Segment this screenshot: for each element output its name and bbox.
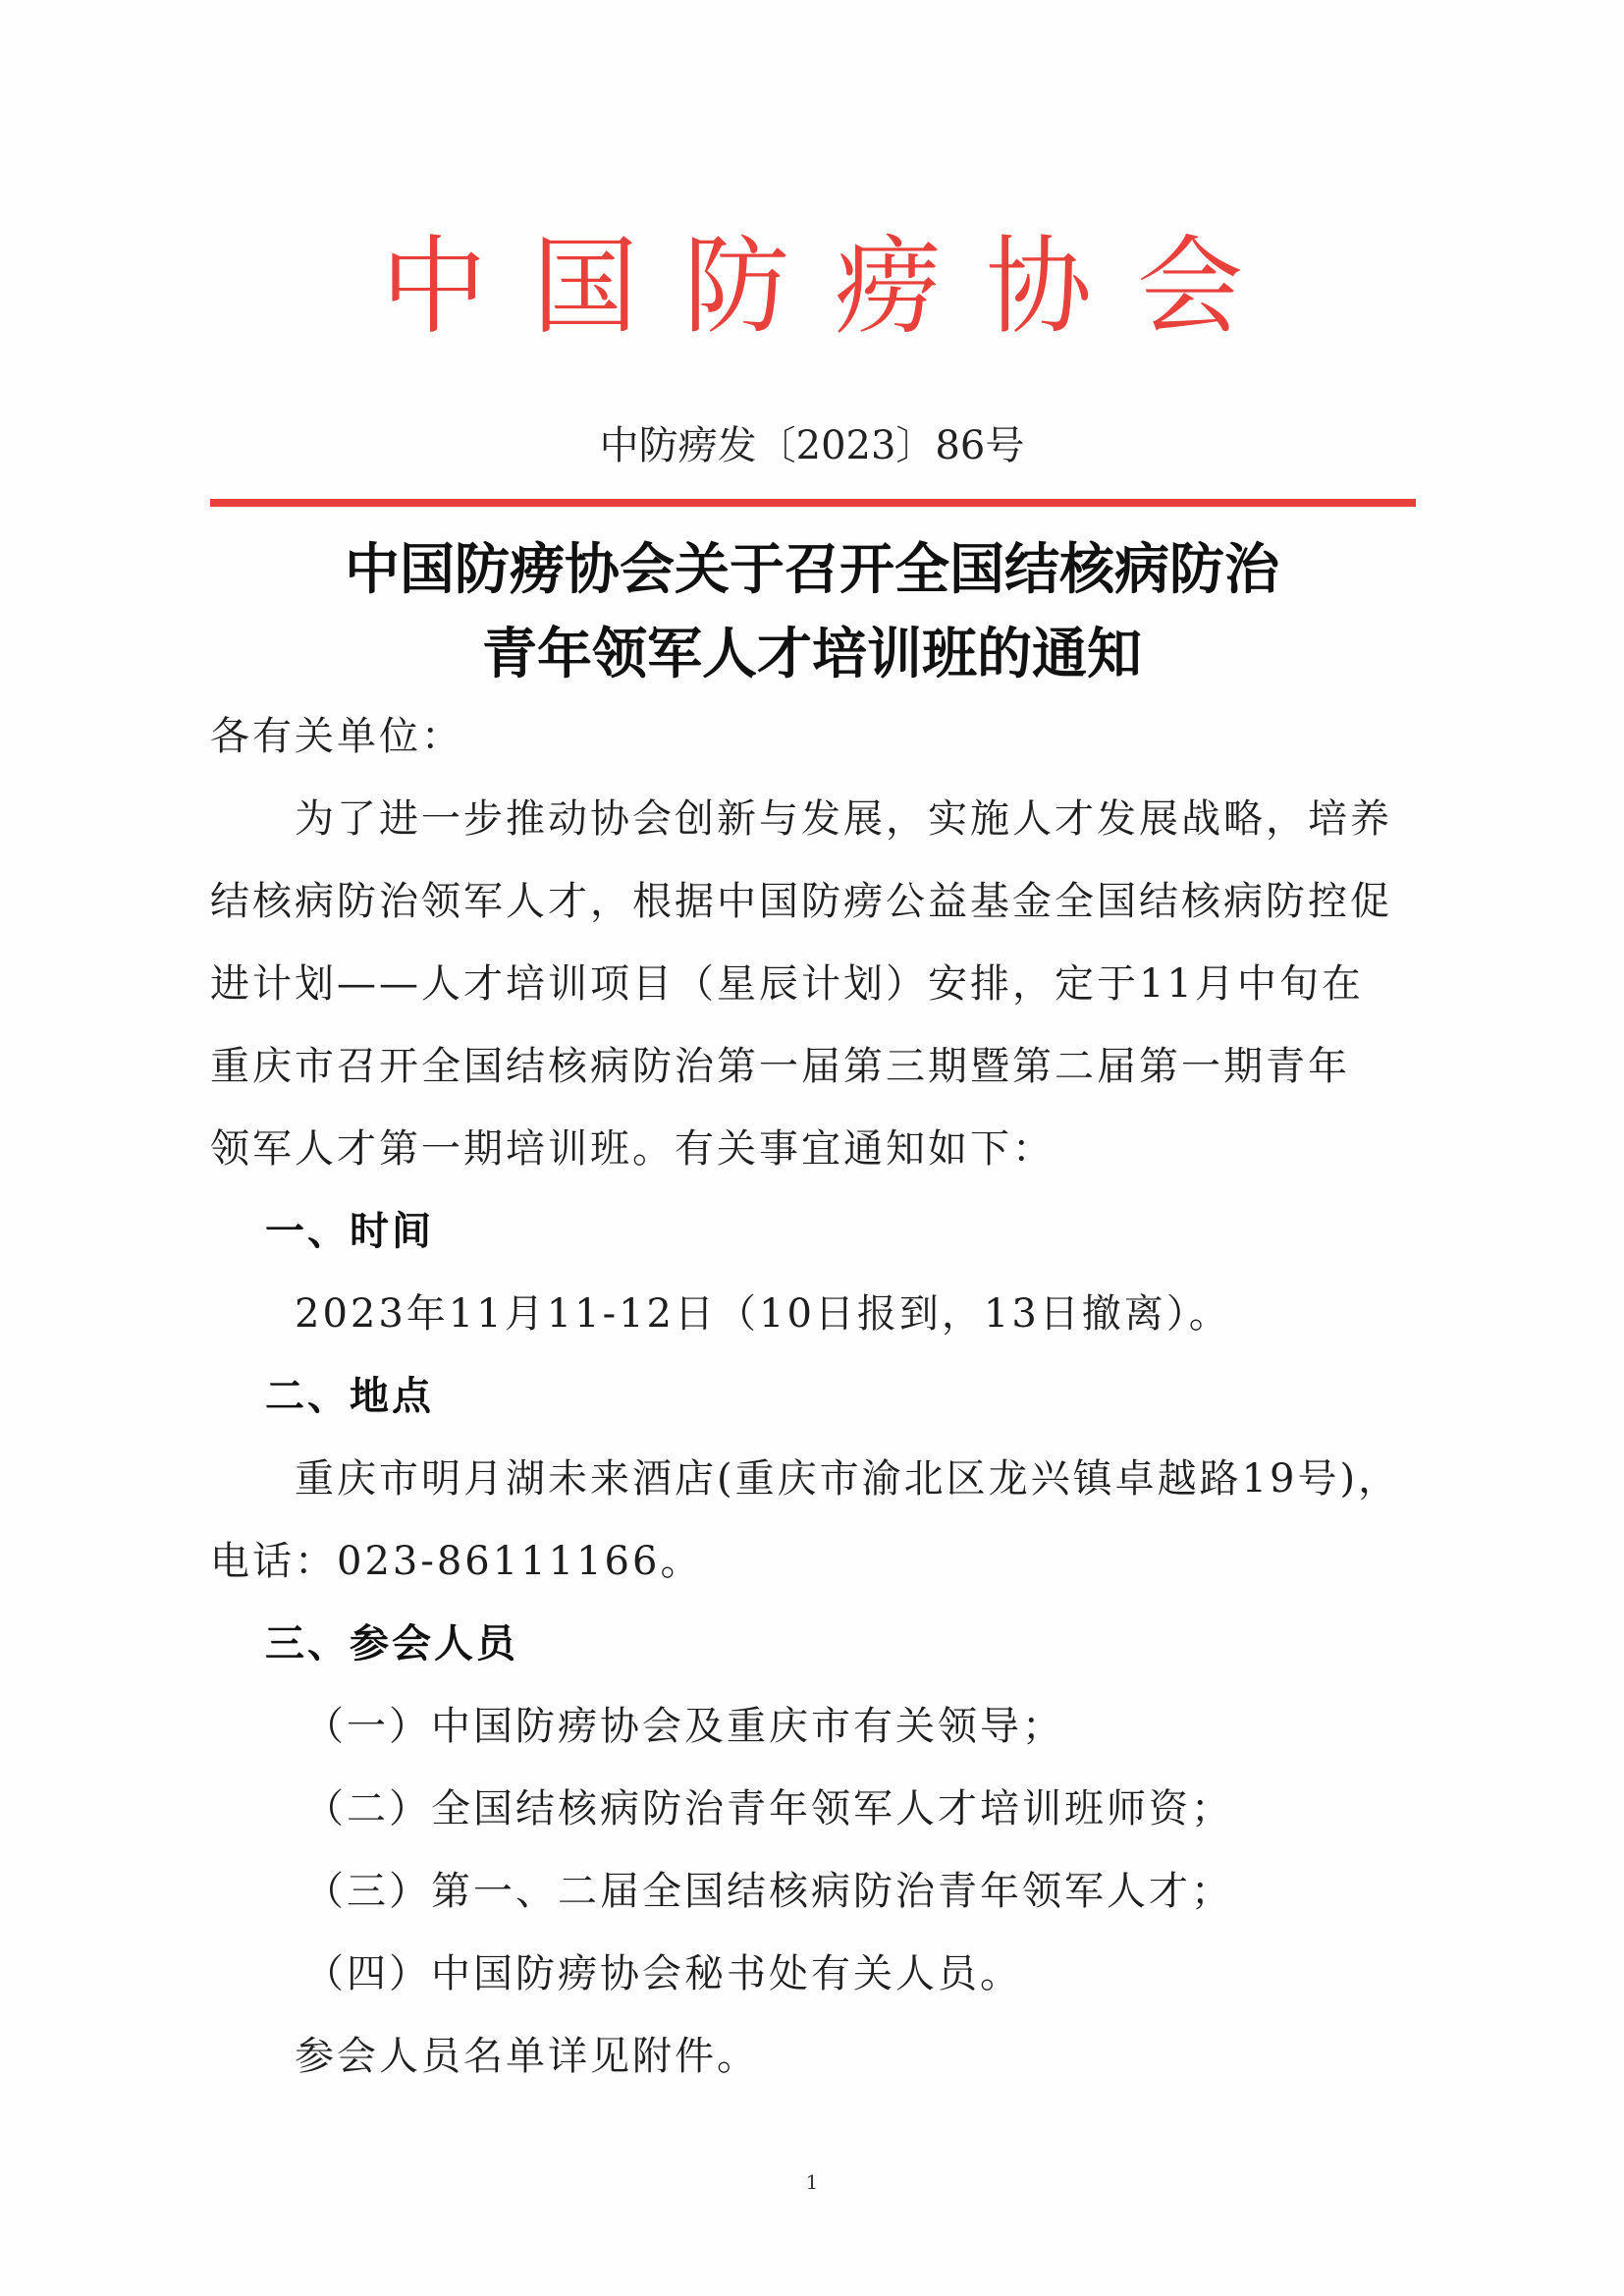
attendee-item-1: （一）中国防痨协会及重庆市有关领导； xyxy=(304,1704,1064,1749)
document-number: 中防痨发〔2023〕86号 xyxy=(599,423,1025,468)
salutation: 各有关单位： xyxy=(210,714,463,759)
attendee-note: 参会人员名单详见附件。 xyxy=(295,2034,759,2079)
intro-line-2: 结核病防治领军人才，根据中国防痨公益基金全国结核病防控促 xyxy=(210,879,1392,924)
place-line-1: 重庆市明月湖未来酒店(重庆市渝北区龙兴镇卓越路19号)， xyxy=(295,1456,1401,1502)
title-line-2: 青年领军人才培训班的通知 xyxy=(482,623,1142,686)
place-line-2: 电话：023-86111166。 xyxy=(210,1539,703,1584)
intro-line-3: 进计划——人才培训项目（星辰计划）安排，定于11月中旬在 xyxy=(210,961,1364,1007)
document-title xyxy=(0,528,1624,697)
intro-line-5: 领军人才第一期培训班。有关事宜通知如下： xyxy=(210,1126,1055,1172)
title-line-1: 中国防痨协会关于召开全国结核病防治 xyxy=(345,538,1279,602)
intro-line-1: 为了进一步推动协会创新与发展，实施人才发展战略，培养 xyxy=(295,796,1392,842)
org-letterhead: 中国防痨协会 xyxy=(380,226,1288,349)
attendee-item-4: （四）中国防痨协会秘书处有关人员。 xyxy=(304,1951,1022,1996)
red-divider-line xyxy=(210,499,1416,507)
attendee-item-3: （三）第一、二届全国结核病防治青年领军人才； xyxy=(304,1869,1233,1914)
section-heading-attendees: 三、参会人员 xyxy=(265,1621,518,1667)
section-heading-time: 一、时间 xyxy=(265,1209,434,1254)
time-text: 2023年11月11-12日（10日报到，13日撤离）。 xyxy=(295,1291,1231,1337)
section-heading-place: 二、地点 xyxy=(265,1374,434,1419)
attendee-item-2: （二）全国结核病防治青年领军人才培训班师资； xyxy=(304,1786,1233,1831)
intro-line-4: 重庆市召开全国结核病防治第一届第三期暨第二届第一期青年 xyxy=(210,1044,1350,1089)
page-number: 1 xyxy=(805,2170,819,2194)
